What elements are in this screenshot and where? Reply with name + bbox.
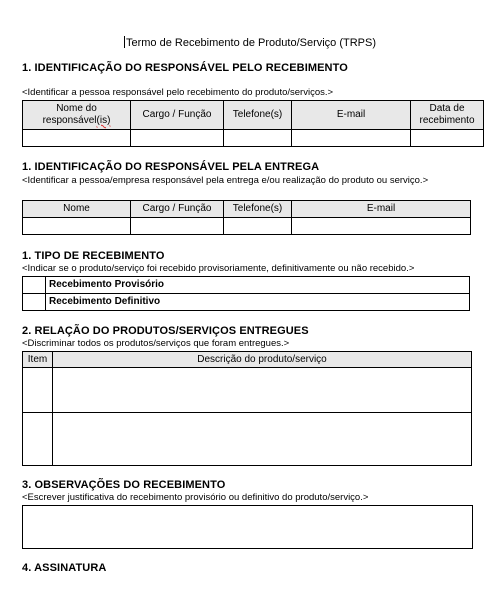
receiver-col-name bbox=[23, 101, 131, 130]
type-section-heading: 1. TIPO DE RECEBIMENTO bbox=[22, 250, 165, 262]
delivery-col-email: E-mail bbox=[292, 201, 471, 218]
receiver-section-instruction: <Identificar a pessoa responsável pelo recebimento do produto/serviços.> bbox=[22, 87, 334, 98]
delivery-section-instruction: <Identificar a pessoa/empresa responsável pela entrega e/ou realização do produto ou serviço.> bbox=[22, 175, 429, 186]
receiver-date-cell[interactable] bbox=[411, 130, 484, 147]
spellcheck-flag: (is) bbox=[96, 115, 111, 126]
delivery-table-row bbox=[23, 218, 471, 235]
definitive-checkbox[interactable] bbox=[23, 294, 46, 311]
provisional-checkbox[interactable] bbox=[23, 277, 46, 294]
provisional-label: Recebimento Provisório bbox=[46, 277, 470, 294]
signature-section-heading: 4. ASSINATURA bbox=[22, 562, 107, 574]
type-section-instruction: <Indicar se o produto/serviço foi recebido provisoriamente, definitivamente ou não recebido.> bbox=[22, 263, 415, 274]
item-number-cell[interactable] bbox=[23, 413, 53, 466]
receiver-col-phone: Telefone(s) bbox=[224, 101, 292, 130]
delivery-col-phone: Telefone(s) bbox=[224, 201, 292, 218]
receiver-col-email: E-mail bbox=[292, 101, 411, 130]
items-section-instruction: <Discriminar todos os produtos/serviços que foram entregues.> bbox=[22, 338, 290, 349]
receiver-col-role: Cargo / Função bbox=[131, 101, 224, 130]
receipt-type-definitive-row bbox=[23, 294, 470, 311]
receiver-name-cell[interactable] bbox=[23, 130, 131, 147]
receiver-col-date: Data de recebimento bbox=[411, 101, 484, 130]
document-title-text: Termo de Recebimento de Produto/Serviço (TRPS) bbox=[125, 37, 377, 49]
delivery-col-role: Cargo / Função bbox=[131, 201, 224, 218]
item-number-cell[interactable] bbox=[23, 368, 53, 413]
receiver-table-header bbox=[23, 101, 484, 130]
notes-section-heading: 3. OBSERVAÇÕES DO RECEBIMENTO bbox=[22, 479, 226, 491]
items-section-heading: 2. RELAÇÃO DO PRODUTOS/SERVIÇOS ENTREGUES bbox=[22, 325, 309, 337]
receipt-type-table bbox=[22, 276, 470, 311]
items-table-header bbox=[23, 352, 472, 368]
delivery-role-cell[interactable] bbox=[131, 218, 224, 235]
delivery-section-heading: 1. IDENTIFICAÇÃO DO RESPONSÁVEL PELA ENTREGA bbox=[22, 161, 320, 173]
delivery-col-name: Nome bbox=[23, 201, 131, 218]
text-cursor bbox=[124, 36, 125, 48]
notes-section-instruction: <Escrever justificativa do recebimento provisório ou definitivo do produto/serviço.> bbox=[22, 492, 369, 503]
items-col-description: Descrição do produto/serviço bbox=[53, 352, 472, 368]
receiver-table bbox=[22, 100, 484, 147]
document-title bbox=[0, 36, 500, 49]
delivery-phone-cell[interactable] bbox=[224, 218, 292, 235]
delivery-table-header bbox=[23, 201, 471, 218]
items-table bbox=[22, 351, 472, 466]
receiver-email-cell[interactable] bbox=[292, 130, 411, 147]
notes-text-area[interactable] bbox=[22, 505, 473, 549]
receiver-col-name-label: Nome do responsável(is) bbox=[42, 103, 111, 126]
delivery-table bbox=[22, 200, 471, 235]
item-description-cell[interactable] bbox=[53, 368, 472, 413]
items-table-row bbox=[23, 413, 472, 466]
delivery-name-cell[interactable] bbox=[23, 218, 131, 235]
receiver-role-cell[interactable] bbox=[131, 130, 224, 147]
receipt-type-provisional-row bbox=[23, 277, 470, 294]
item-description-cell[interactable] bbox=[53, 413, 472, 466]
receiver-table-row bbox=[23, 130, 484, 147]
items-table-row bbox=[23, 368, 472, 413]
items-col-item: Item bbox=[23, 352, 53, 368]
receiver-phone-cell[interactable] bbox=[224, 130, 292, 147]
delivery-email-cell[interactable] bbox=[292, 218, 471, 235]
definitive-label: Recebimento Definitivo bbox=[46, 294, 470, 311]
receiver-section-heading: 1. IDENTIFICAÇÃO DO RESPONSÁVEL PELO RECEBIMENTO bbox=[22, 62, 348, 74]
